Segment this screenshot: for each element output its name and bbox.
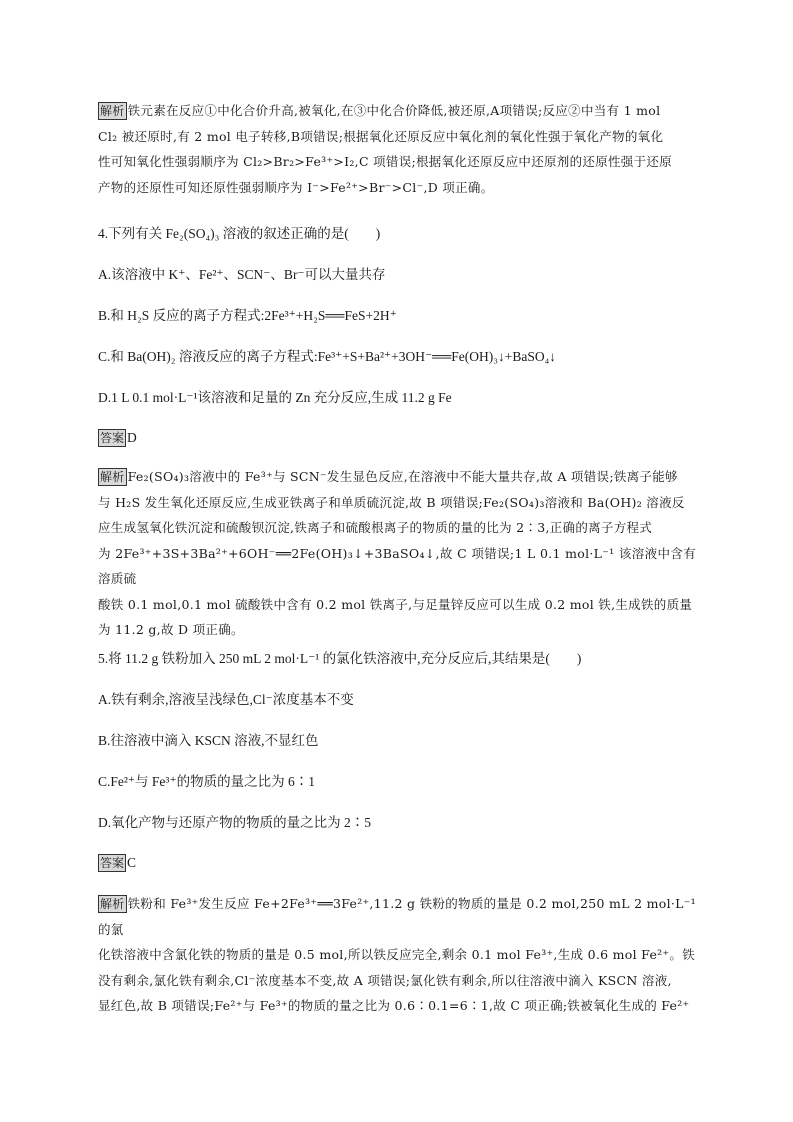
- explanation-line: 铁粉和 Fe³⁺发生反应 Fe+2Fe³⁺══3Fe²⁺,11.2 g 铁粉的物质的量是 0.2 mol,250 mL 2 mol·L⁻¹ 的氯: [98, 896, 696, 937]
- explanation-line: 显红色,故 B 项错误;Fe²⁺与 Fe³⁺的物质的量之比为 0.6∶0.1=6∶1,故 C 项正确;铁被氧化生成的 Fe²⁺: [98, 998, 690, 1013]
- q5-option-c: C.Fe²⁺与 Fe³⁺的物质的量之比为 6∶1: [98, 774, 315, 789]
- q5-explanation: [98, 891, 696, 1019]
- q5-option-a: A.铁有剩余,溶液呈浅绿色,Cl⁻浓度基本不变: [98, 692, 354, 707]
- explanation-line: 化铁溶液中含氯化铁的物质的量是 0.5 mol,所以铁反应完全,剩余 0.1 mol Fe³⁺,生成 0.6 mol Fe²⁺。铁: [98, 947, 695, 962]
- explanation-line: 为 11.2 g,故 D 项正确。: [98, 622, 244, 637]
- explanation-line: 产物的还原性可知还原性强弱顺序为 I⁻>Fe²⁺>Br⁻>Cl⁻,D 项正确。: [98, 179, 494, 195]
- explanation-line: 应生成氢氧化铁沉淀和硫酸钡沉淀,铁离子和硫酸根离子的物质的量的比为 2∶3,正确的离子方程式: [98, 520, 653, 535]
- q5-stem: 5.将 11.2 g 铁粉加入 250 mL 2 mol·L⁻¹ 的氯化铁溶液中,充分反应后,其结果是( ): [98, 651, 582, 666]
- explanation-line: Cl₂ 被还原时,有 2 mol 电子转移,B项错误;根据氧化还原反应中氧化剂的氧化性强于氧化产物的氧化: [98, 128, 664, 144]
- q4-explanation: [98, 464, 696, 643]
- explanation-tag: 解析: [100, 470, 125, 484]
- answer-value: C: [127, 855, 137, 870]
- answer-tag: 答案: [100, 856, 125, 870]
- q4-answer: [98, 428, 696, 448]
- explanation-line: 为 2Fe³⁺+3S+3Ba²⁺+6OH⁻══2Fe(OH)₃↓+3BaSO₄↓,故 C 项错误;1 L 0.1 mol·L⁻¹ 该溶液中含有溶质硫: [98, 545, 696, 586]
- q5-option-d: D.氧化产物与还原产物的物质的量之比为 2∶5: [98, 815, 371, 830]
- q4-option-b: B.和 H₂S 反应的离子方程式:2Fe³⁺+H₂S══FeS+2H⁺: [98, 308, 397, 323]
- explanation-line: 与 H₂S 发生氧化还原反应,生成亚铁离子和单质硫沉淀,故 B 项错误;Fe₂(SO₄)₃溶液和 Ba(OH)₂ 溶液反: [98, 494, 685, 510]
- answer-value: D: [127, 430, 137, 445]
- q3-explanation: [98, 98, 696, 200]
- q5-option-b: B.往溶液中滴入 KSCN 溶液,不显红色: [98, 733, 319, 748]
- explanation-line: 性可知氧化性强弱顺序为 Cl₂>Br₂>Fe³⁺>I₂,C 项错误;根据氧化还原反应中还原剂的还原性强于还原: [98, 154, 673, 169]
- q4-option-d: D.1 L 0.1 mol·L⁻¹该溶液和足量的 Zn 充分反应,生成 11.2 g Fe: [98, 390, 452, 405]
- explanation-tag: 解析: [100, 897, 125, 911]
- q4-option-a: A.该溶液中 K⁺、Fe²⁺、SCN⁻、Br⁻可以大量共存: [98, 267, 386, 282]
- explanation-line: 酸铁 0.1 mol,0.1 mol 硫酸铁中含有 0.2 mol 铁离子,与足量锌反应可以生成 0.2 mol 铁,生成铁的质量: [98, 596, 693, 612]
- explanation-tag: 解析: [100, 104, 125, 118]
- explanation-line: Fe₂(SO₄)₃溶液中的 Fe³⁺与 SCN⁻发生显色反应,在溶液中不能大量共存,故 A 项错误;铁离子能够: [127, 469, 678, 484]
- answer-tag: 答案: [100, 431, 125, 445]
- q4-option-c: C.和 Ba(OH)₂ 溶液反应的离子方程式:Fe³⁺+S+Ba²⁺+3OH⁻══Fe(OH)₃↓+BaSO₄↓: [98, 349, 557, 364]
- q4-stem: 4.下列有关 Fe₂(SO₄)₃ 溶液的叙述正确的是( ): [98, 226, 381, 241]
- explanation-line: 铁元素在反应①中化合价升高,被氧化,在③中化合价降低,被还原,A项错误;反应②中当有 1 mol: [127, 103, 661, 118]
- explanation-line: 没有剩余,氯化铁有剩余,Cl⁻浓度基本不变,故 A 项错误;氯化铁有剩余,所以往溶液中滴入 KSCN 溶液,: [98, 972, 672, 988]
- q5-answer: [98, 853, 696, 873]
